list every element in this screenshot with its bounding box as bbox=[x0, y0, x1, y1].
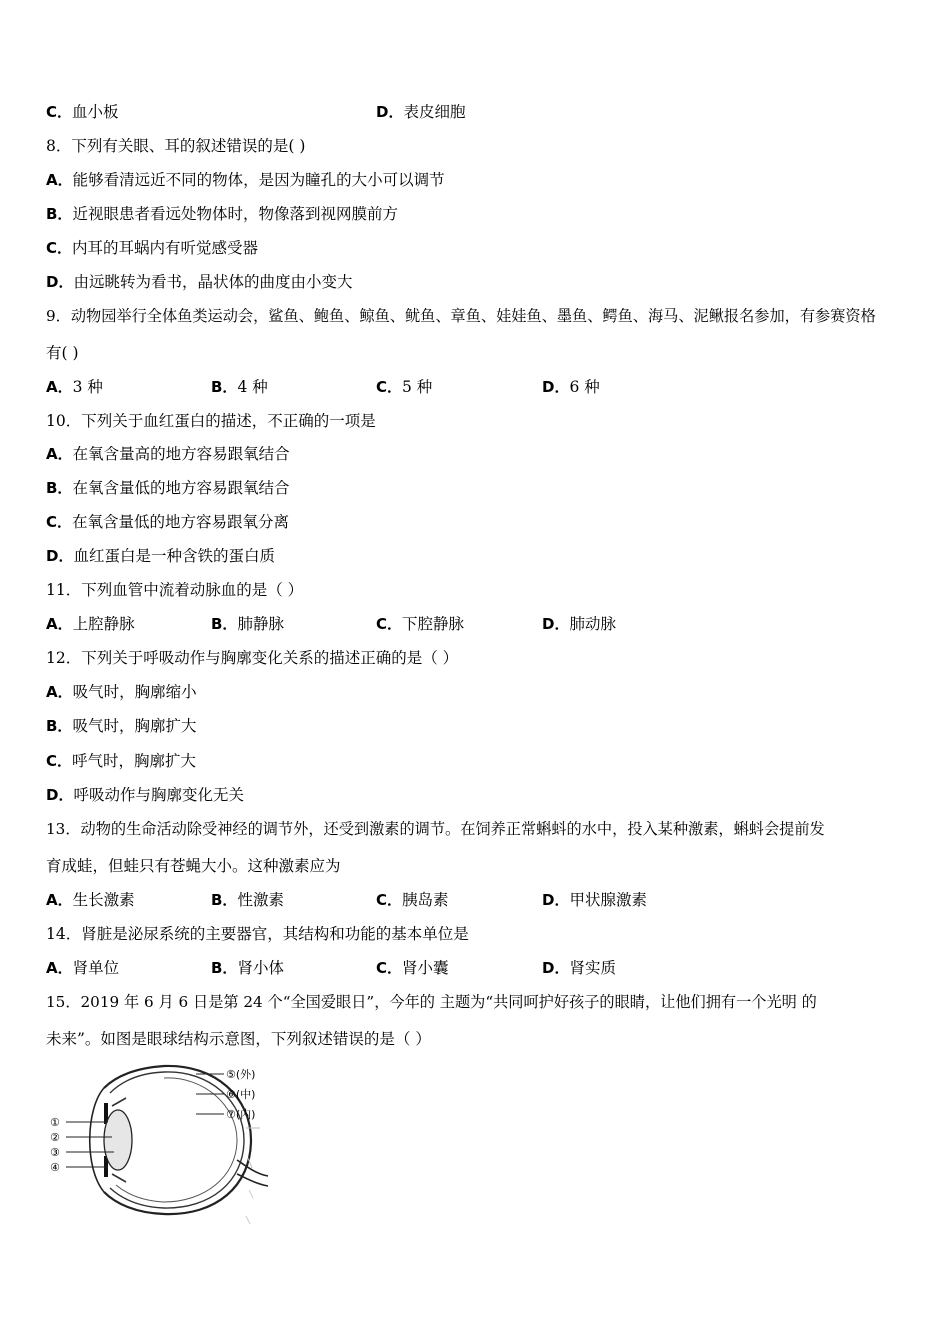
q10-option-c bbox=[46, 511, 289, 533]
label-inner-layer: ⑦(内) bbox=[226, 1108, 256, 1121]
option-label: C． bbox=[46, 752, 73, 770]
q12-option-a bbox=[46, 681, 197, 703]
q9-option-d bbox=[542, 376, 600, 398]
q10-option-b bbox=[46, 477, 289, 499]
option-label: C． bbox=[46, 513, 73, 531]
q8-option-b bbox=[46, 203, 398, 225]
q8-stem: 8．下列有关眼、耳的叙述错误的是( ) bbox=[46, 137, 306, 155]
q13-option-c bbox=[376, 889, 449, 911]
q11-stem: 11．下列血管中流着动脉血的是（ ） bbox=[46, 581, 304, 599]
option-label: B． bbox=[211, 615, 238, 633]
option-text: 在氧含量高的地方容易跟氧结合 bbox=[72, 445, 290, 463]
label-outer-layer: ⑤(外) bbox=[226, 1068, 256, 1081]
option-label: B． bbox=[211, 378, 238, 396]
label-3: ③ bbox=[50, 1146, 60, 1159]
option-label: D． bbox=[542, 615, 570, 633]
option-label: C． bbox=[376, 378, 403, 396]
option-label: D． bbox=[46, 273, 74, 291]
q13-stem-line1: 13．动物的生命活动除受神经的调节外，还受到激素的调节。在饲养正常蝌蚪的水中，投入某种激素，蝌蚪会提前发 bbox=[46, 820, 825, 838]
q14-option-c bbox=[376, 957, 449, 979]
option-text: 6 种 bbox=[569, 378, 600, 396]
option-label: C． bbox=[376, 959, 403, 977]
q10-option-d bbox=[46, 545, 275, 567]
option-text: 呼气时，胸廓扩大 bbox=[72, 752, 197, 770]
option-text: 肾小体 bbox=[237, 959, 284, 977]
option-text: 性激素 bbox=[237, 891, 284, 909]
option-label: D． bbox=[46, 547, 74, 565]
option-label: D． bbox=[376, 103, 404, 121]
option-label: A． bbox=[46, 615, 73, 633]
q7-option-c bbox=[46, 101, 119, 123]
q11-option-a bbox=[46, 613, 135, 635]
option-label: B． bbox=[46, 479, 73, 497]
option-text: 呼吸动作与胸廓变化无关 bbox=[73, 786, 244, 804]
option-text: 生长激素 bbox=[72, 891, 135, 909]
label-middle-layer: ⑥(中) bbox=[226, 1088, 256, 1101]
q13-option-b bbox=[211, 889, 284, 911]
option-label: B． bbox=[46, 205, 73, 223]
option-text: 上腔静脉 bbox=[72, 615, 135, 633]
eye-structure-diagram bbox=[46, 1058, 286, 1228]
option-text: 肾小囊 bbox=[402, 959, 449, 977]
option-text: 胰岛素 bbox=[402, 891, 449, 909]
option-text: 在氧含量低的地方容易跟氧结合 bbox=[72, 479, 290, 497]
option-label: A． bbox=[46, 445, 73, 463]
option-label: C． bbox=[46, 239, 73, 257]
q14-stem: 14．肾脏是泌尿系统的主要器官，其结构和功能的基本单位是 bbox=[46, 925, 469, 943]
option-text: 血红蛋白是一种含铁的蛋白质 bbox=[73, 547, 275, 565]
q12-option-b bbox=[46, 715, 196, 737]
q13-option-d bbox=[542, 889, 647, 911]
q9-stem-line2: 有( ) bbox=[46, 344, 79, 362]
q12-option-c bbox=[46, 750, 196, 772]
option-label: B． bbox=[211, 959, 238, 977]
q14-option-b bbox=[211, 957, 284, 979]
q13-stem-line2: 育成蛙，但蛙只有苍蝇大小。这种激素应为 bbox=[46, 857, 341, 875]
q9-stem-line1: 9．动物园举行全体鱼类运动会，鲨鱼、鲍鱼、鲸鱼、鱿鱼、章鱼、娃娃鱼、墨鱼、鳄鱼、海马、泥鳅报名参加，有参赛资格 bbox=[46, 307, 876, 325]
q11-option-b bbox=[211, 613, 284, 635]
option-label: A． bbox=[46, 891, 73, 909]
option-text: 甲状腺激素 bbox=[569, 891, 647, 909]
option-text: 内耳的耳蜗内有听觉感受器 bbox=[72, 239, 259, 257]
option-label: C． bbox=[376, 615, 403, 633]
option-text: 吸气时，胸廓扩大 bbox=[72, 717, 197, 735]
label-4: ④ bbox=[50, 1161, 60, 1174]
option-label: B． bbox=[211, 891, 238, 909]
q13-option-a bbox=[46, 889, 135, 911]
option-text: 血小板 bbox=[72, 103, 119, 121]
option-text: 表皮细胞 bbox=[403, 103, 466, 121]
q8-option-d bbox=[46, 271, 352, 293]
q10-option-a bbox=[46, 443, 290, 465]
q12-option-d bbox=[46, 784, 244, 806]
option-text: 能够看清远近不同的物体，是因为瞳孔的大小可以调节 bbox=[72, 171, 445, 189]
q14-option-a bbox=[46, 957, 119, 979]
option-text: 肾单位 bbox=[72, 959, 120, 977]
q9-option-b bbox=[211, 376, 268, 398]
q10-stem: 10．下列关于血红蛋白的描述，不正确的一项是 bbox=[46, 412, 376, 430]
label-1: ① bbox=[50, 1116, 60, 1129]
option-text: 由远眺转为看书，晶状体的曲度由小变大 bbox=[73, 273, 353, 291]
q8-option-c bbox=[46, 237, 258, 259]
option-label: D． bbox=[542, 378, 570, 396]
option-label: C． bbox=[46, 103, 73, 121]
q12-stem: 12．下列关于呼吸动作与胸廓变化关系的描述正确的是（ ） bbox=[46, 649, 459, 667]
q15-stem-line2: 未来”。如图是眼球结构示意图，下列叙述错误的是（ ） bbox=[46, 1030, 431, 1048]
option-text: 3 种 bbox=[72, 378, 103, 396]
option-label: A． bbox=[46, 171, 73, 189]
option-text: 吸气时，胸廓缩小 bbox=[72, 683, 197, 701]
option-text: 肺静脉 bbox=[237, 615, 284, 633]
option-label: D． bbox=[542, 959, 570, 977]
option-text: 在氧含量低的地方容易跟氧分离 bbox=[72, 513, 290, 531]
eyeball-illustration bbox=[46, 1058, 286, 1228]
option-label: A． bbox=[46, 959, 73, 977]
q9-option-a bbox=[46, 376, 103, 398]
option-label: A． bbox=[46, 378, 73, 396]
q9-option-c bbox=[376, 376, 432, 398]
option-label: D． bbox=[46, 786, 74, 804]
option-text: 肾实质 bbox=[569, 959, 616, 977]
option-text: 近视眼患者看远处物体时，物像落到视网膜前方 bbox=[72, 205, 398, 223]
q7-option-d bbox=[376, 101, 465, 123]
q8-option-a bbox=[46, 169, 445, 191]
option-text: 4 种 bbox=[237, 378, 268, 396]
option-label: C． bbox=[376, 891, 403, 909]
option-label: B． bbox=[46, 717, 73, 735]
option-text: 肺动脉 bbox=[569, 615, 616, 633]
option-text: 5 种 bbox=[402, 378, 433, 396]
q11-option-c bbox=[376, 613, 464, 635]
q11-option-d bbox=[542, 613, 616, 635]
option-label: A． bbox=[46, 683, 73, 701]
label-2: ② bbox=[50, 1131, 60, 1144]
q14-option-d bbox=[542, 957, 616, 979]
option-text: 下腔静脉 bbox=[402, 615, 465, 633]
option-label: D． bbox=[542, 891, 570, 909]
q15-stem-line1: 15．2019 年 6 月 6 日是第 24 个“全国爱眼日”，今年的 主题为“共同呵护好孩子的眼睛，让他们拥有一个光明 的 bbox=[46, 993, 817, 1011]
